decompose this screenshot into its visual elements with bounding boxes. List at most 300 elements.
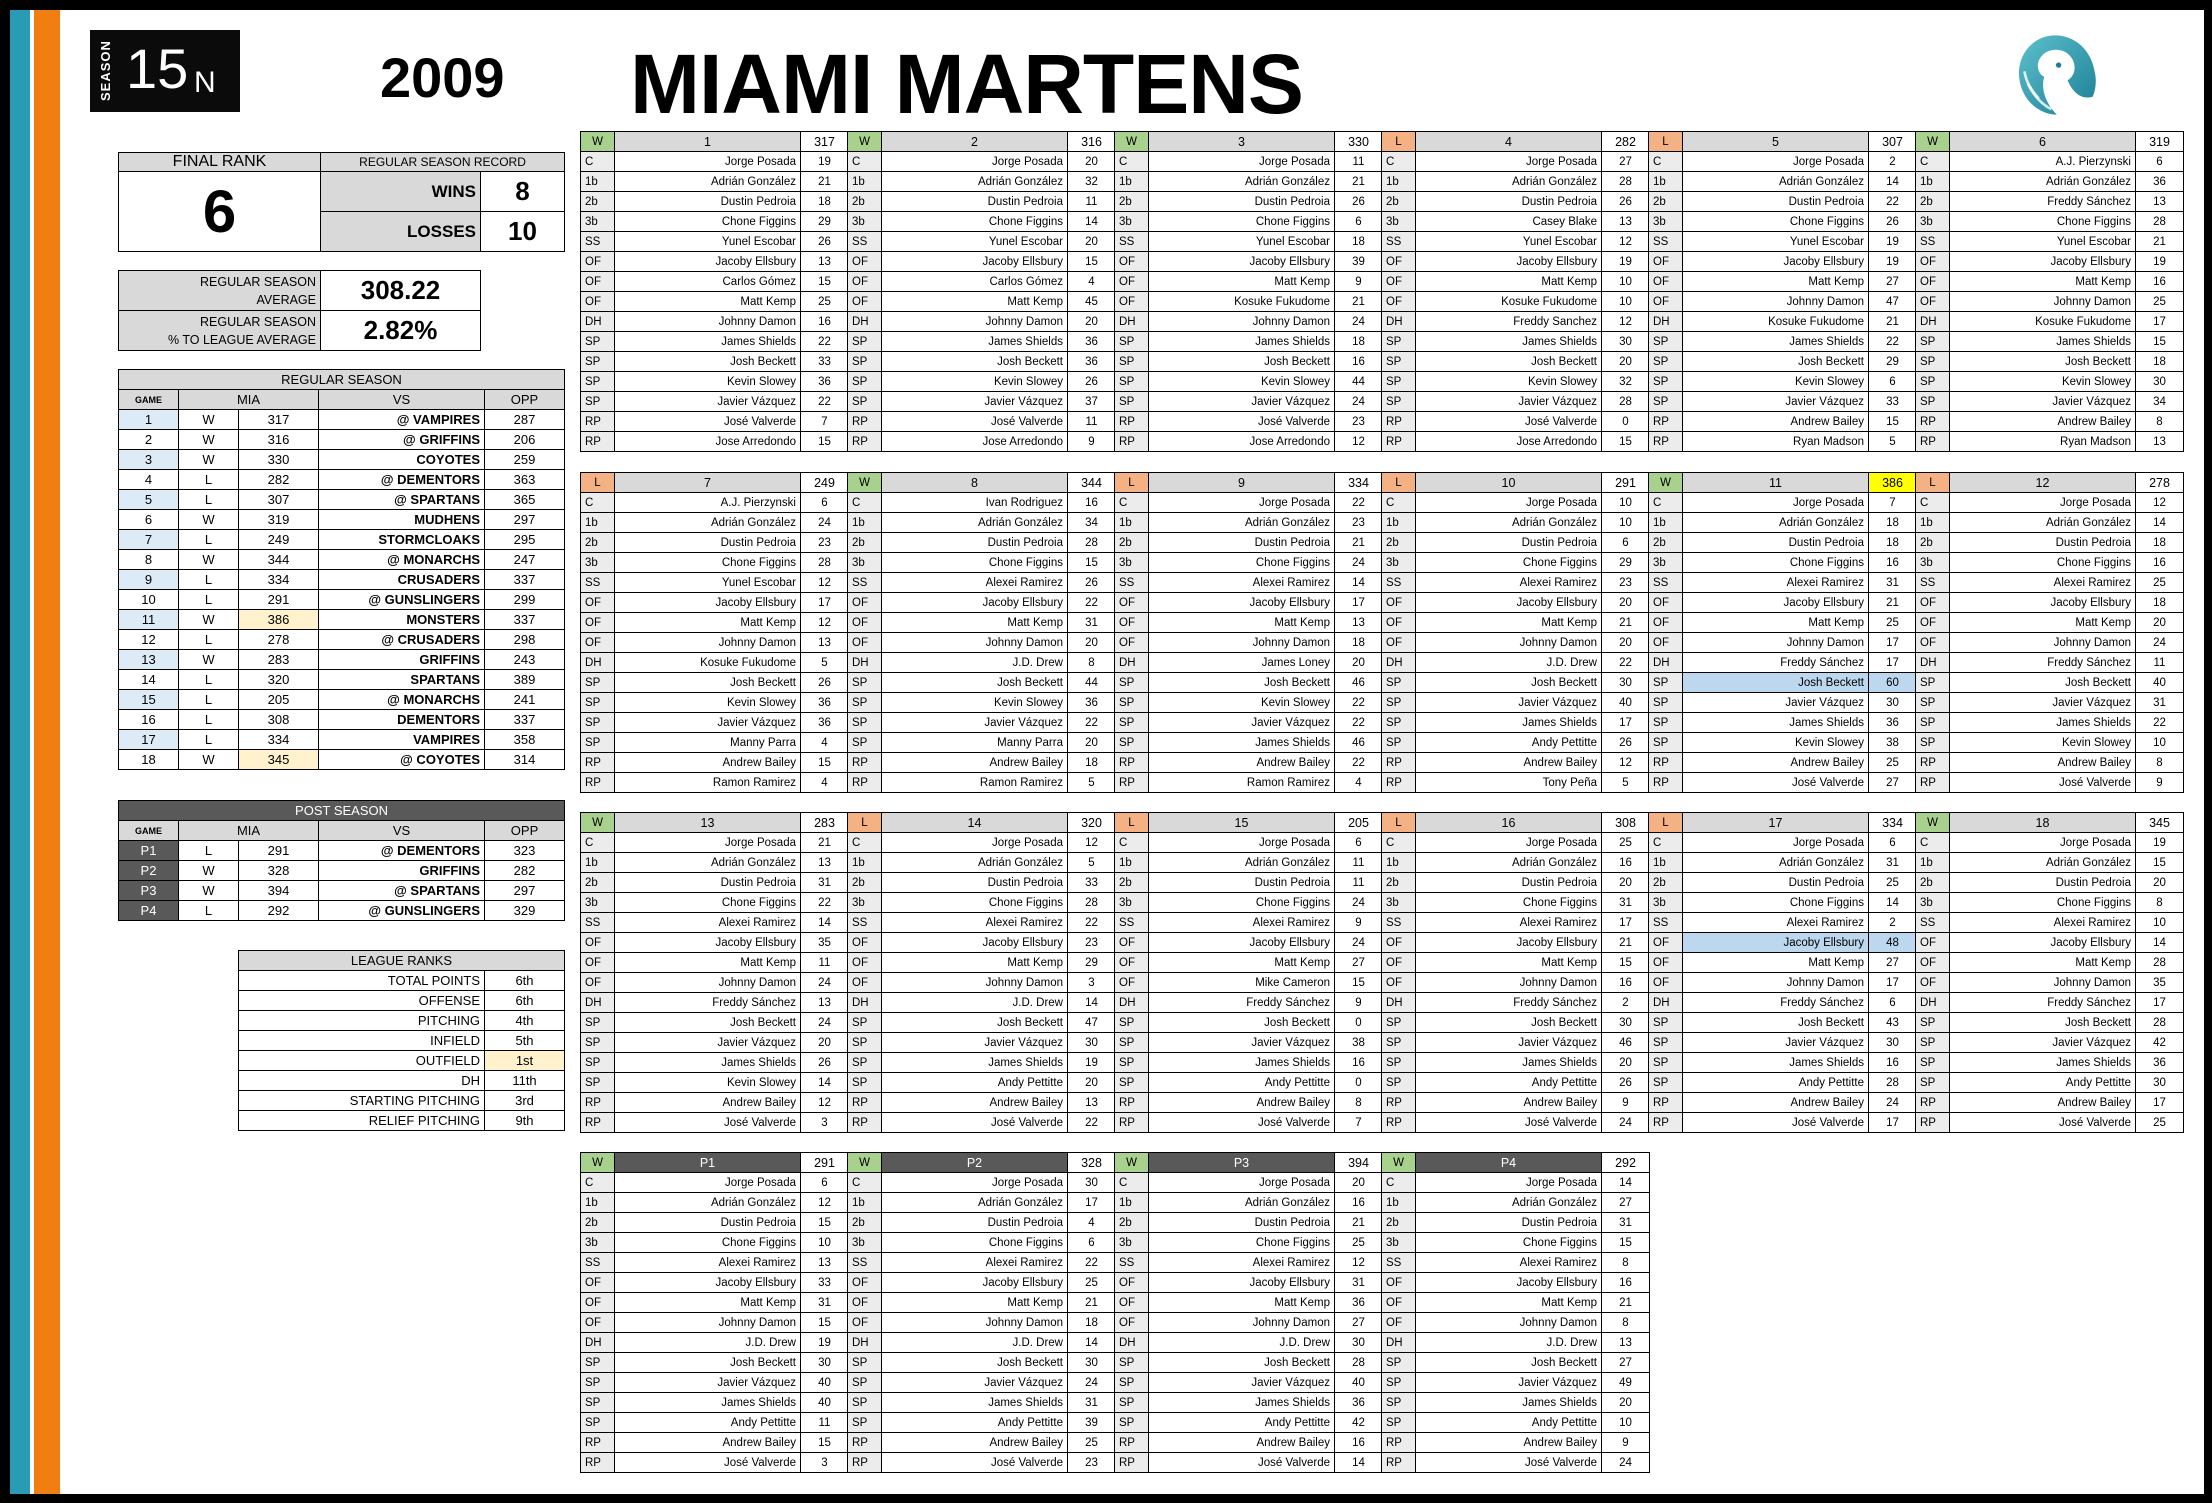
player-name: Kevin Slowey: [1683, 733, 1869, 753]
opponent-name: GRIFFINS: [319, 650, 485, 670]
game-box: [580, 472, 849, 793]
player-name: Matt Kemp: [1416, 953, 1602, 973]
player-row: [848, 1313, 1116, 1333]
player-row: [1649, 993, 1917, 1013]
marten-logo-icon: [2010, 30, 2100, 120]
player-points: 25: [1869, 613, 1917, 633]
player-row: [1115, 1053, 1383, 1073]
player-name: Carlos Gómez: [882, 272, 1068, 292]
player-position: RP: [1649, 1093, 1683, 1113]
game-result-badge: L: [1916, 473, 1950, 493]
player-points: 15: [801, 1213, 849, 1233]
player-name: Adrián González: [1416, 1193, 1602, 1213]
player-position: 2b: [1916, 533, 1950, 553]
player-name: José Valverde: [1416, 412, 1602, 432]
player-position: DH: [1916, 312, 1950, 332]
player-points: 11: [801, 953, 849, 973]
player-position: OF: [1916, 953, 1950, 973]
player-row: [1649, 973, 1917, 993]
player-position: SP: [1382, 392, 1416, 412]
player-name: Javier Vázquez: [1950, 392, 2136, 412]
post-season-table: [118, 800, 565, 921]
player-position: SP: [1115, 1353, 1149, 1373]
player-name: Alexei Ramirez: [882, 1253, 1068, 1273]
teal-stripe: [10, 10, 30, 1494]
player-name: Andrew Bailey: [1149, 1093, 1335, 1113]
game-label: 5: [1683, 132, 1869, 152]
game-total: 308: [1602, 813, 1650, 833]
opponent-score: 299: [485, 590, 565, 610]
game-label: 8: [882, 473, 1068, 493]
rank-value: 6th: [485, 971, 565, 991]
player-name: Andrew Bailey: [1416, 1433, 1602, 1453]
player-points: 12: [1602, 232, 1650, 252]
player-row: [1115, 372, 1383, 392]
player-row: [1649, 573, 1917, 593]
player-points: 9: [1335, 993, 1383, 1013]
post-season-row: [119, 861, 565, 881]
player-name: Javier Vázquez: [1149, 1033, 1335, 1053]
player-points: 30: [1335, 1333, 1383, 1353]
player-position: RP: [581, 1093, 615, 1113]
rank-value: 3rd: [485, 1091, 565, 1111]
game-box: [1915, 812, 2184, 1133]
player-row: [581, 1053, 849, 1073]
player-row: [581, 993, 849, 1013]
player-position: SP: [1649, 693, 1683, 713]
game-box: [1114, 812, 1383, 1133]
player-points: 36: [801, 713, 849, 733]
player-row: [1649, 312, 1917, 332]
player-name: Alexei Ramirez: [1149, 913, 1335, 933]
player-row: [1382, 1013, 1650, 1033]
player-position: C: [581, 833, 615, 853]
player-name: Dustin Pedroia: [1416, 533, 1602, 553]
player-points: 34: [1068, 513, 1116, 533]
game-label: 16: [1416, 813, 1602, 833]
league-ranks-table: [238, 950, 565, 1131]
opponent-score: 287: [485, 410, 565, 430]
regular-season-row: [119, 470, 565, 490]
player-points: 4: [801, 733, 849, 753]
player-name: Alexei Ramirez: [615, 913, 801, 933]
player-row: [1382, 252, 1650, 272]
player-position: OF: [1649, 633, 1683, 653]
player-position: SP: [1916, 713, 1950, 733]
player-row: [1916, 913, 2184, 933]
player-position: 3b: [1649, 212, 1683, 232]
mia-score: 345: [239, 750, 319, 770]
player-name: Chone Figgins: [615, 1233, 801, 1253]
player-points: 20: [1602, 352, 1650, 372]
player-points: 26: [1602, 1073, 1650, 1093]
player-points: 45: [1068, 292, 1116, 312]
player-points: 24: [1602, 1113, 1650, 1133]
player-name: Josh Beckett: [1683, 352, 1869, 372]
player-row: [1382, 1253, 1650, 1273]
player-row: [848, 573, 1116, 593]
player-row: [1916, 392, 2184, 412]
player-name: Chone Figgins: [882, 553, 1068, 573]
game-label: 2: [882, 132, 1068, 152]
player-name: Javier Vázquez: [882, 713, 1068, 733]
player-row: [1115, 312, 1383, 332]
player-name: James Shields: [1950, 1053, 2136, 1073]
game-header: [1649, 132, 1917, 152]
player-points: 13: [1602, 212, 1650, 232]
player-row: [581, 1093, 849, 1113]
player-row: [1382, 1193, 1650, 1213]
player-position: OF: [1649, 973, 1683, 993]
player-name: Johnny Damon: [615, 973, 801, 993]
player-row: [581, 252, 849, 272]
player-row: [1115, 953, 1383, 973]
player-points: 12: [801, 1193, 849, 1213]
player-points: 26: [801, 673, 849, 693]
regular-season-row: [119, 650, 565, 670]
player-points: 31: [1068, 613, 1116, 633]
player-points: 6: [1869, 372, 1917, 392]
player-position: 1b: [1916, 513, 1950, 533]
player-points: 5: [1068, 853, 1116, 873]
regular-season-row: [119, 550, 565, 570]
player-row: [581, 292, 849, 312]
player-position: RP: [581, 1113, 615, 1133]
player-points: 21: [1869, 312, 1917, 332]
player-name: Matt Kemp: [1683, 613, 1869, 633]
player-row: [1115, 1113, 1383, 1133]
mia-score: 320: [239, 670, 319, 690]
season-number: 15: [126, 37, 189, 100]
regular-season-row: [119, 490, 565, 510]
player-position: 3b: [1382, 893, 1416, 913]
post-season-row: [119, 841, 565, 861]
game-result-badge: W: [1649, 473, 1683, 493]
player-name: James Shields: [1950, 713, 2136, 733]
player-points: 22: [1602, 653, 1650, 673]
player-name: Alexei Ramirez: [1683, 913, 1869, 933]
player-position: RP: [1916, 1093, 1950, 1113]
game-header: [1115, 473, 1383, 493]
player-row: [581, 693, 849, 713]
player-points: 39: [1335, 252, 1383, 272]
game-total: 291: [1602, 473, 1650, 493]
player-position: SP: [848, 693, 882, 713]
game-total: 344: [1068, 473, 1116, 493]
player-position: SP: [1916, 352, 1950, 372]
player-name: Carlos Gómez: [615, 272, 801, 292]
player-points: 6: [801, 493, 849, 513]
opponent-name: @ DEMENTORS: [319, 841, 485, 861]
player-row: [848, 232, 1116, 252]
player-position: 1b: [1916, 172, 1950, 192]
game-header: [1115, 1153, 1383, 1173]
player-name: Matt Kemp: [1149, 953, 1335, 973]
player-name: Adrián González: [1149, 513, 1335, 533]
player-position: SS: [1916, 573, 1950, 593]
player-row: [848, 913, 1116, 933]
player-row: [1115, 833, 1383, 853]
player-row: [1115, 1093, 1383, 1113]
game-result-badge: L: [1382, 813, 1416, 833]
player-row: [1916, 493, 2184, 513]
player-points: 18: [2136, 352, 2184, 372]
player-name: Josh Beckett: [1950, 352, 2136, 372]
player-points: 10: [1602, 1413, 1650, 1433]
game-result-badge: W: [848, 473, 882, 493]
post-header-opp: OPP: [485, 821, 565, 841]
game-box: [847, 472, 1116, 793]
player-points: 18: [1869, 513, 1917, 533]
player-position: 1b: [1382, 853, 1416, 873]
player-row: [581, 1253, 849, 1273]
player-points: 16: [1335, 352, 1383, 372]
player-points: 26: [1068, 573, 1116, 593]
player-position: DH: [581, 1333, 615, 1353]
player-position: 1b: [848, 853, 882, 873]
regular-season-row: [119, 630, 565, 650]
player-points: 21: [1335, 172, 1383, 192]
player-points: 22: [801, 392, 849, 412]
regular-season-row: [119, 670, 565, 690]
final-rank-value: 6: [119, 172, 321, 252]
player-row: [581, 1013, 849, 1033]
player-name: Johnny Damon: [1149, 633, 1335, 653]
post-season-title: POST SEASON: [119, 801, 565, 821]
player-row: [1115, 232, 1383, 252]
player-name: Jacoby Ellsbury: [1416, 593, 1602, 613]
player-position: OF: [1649, 252, 1683, 272]
player-points: 6: [1068, 1233, 1116, 1253]
player-name: Josh Beckett: [1416, 352, 1602, 372]
player-row: [581, 773, 849, 793]
player-row: [1382, 693, 1650, 713]
player-row: [848, 533, 1116, 553]
player-points: 14: [1869, 893, 1917, 913]
player-name: Yunel Escobar: [1149, 232, 1335, 252]
player-points: 19: [2136, 833, 2184, 853]
player-points: 14: [1869, 172, 1917, 192]
player-points: 22: [1335, 493, 1383, 513]
player-row: [1916, 513, 2184, 533]
player-name: Matt Kemp: [1149, 272, 1335, 292]
player-points: 22: [2136, 713, 2184, 733]
game-number: 8: [119, 550, 179, 570]
player-name: Josh Beckett: [615, 673, 801, 693]
player-points: 14: [1068, 993, 1116, 1013]
player-name: Jacoby Ellsbury: [1149, 593, 1335, 613]
player-row: [848, 272, 1116, 292]
player-row: [1649, 192, 1917, 212]
player-name: José Valverde: [1416, 1113, 1602, 1133]
player-row: [1382, 1033, 1650, 1053]
player-row: [1115, 172, 1383, 192]
player-points: 12: [1335, 1253, 1383, 1273]
player-name: Chone Figgins: [882, 893, 1068, 913]
game-result-badge: W: [581, 1153, 615, 1173]
player-name: Dustin Pedroia: [1149, 1213, 1335, 1233]
player-position: SP: [581, 733, 615, 753]
player-position: OF: [848, 593, 882, 613]
player-row: [1916, 1013, 2184, 1033]
player-name: Casey Blake: [1416, 212, 1602, 232]
player-position: C: [581, 1173, 615, 1193]
player-points: 21: [1602, 933, 1650, 953]
player-points: 7: [1335, 1113, 1383, 1133]
rank-value: 9th: [485, 1111, 565, 1131]
player-points: 34: [2136, 392, 2184, 412]
player-name: José Valverde: [1950, 773, 2136, 793]
game-label: 17: [1683, 813, 1869, 833]
game-total: 316: [1068, 132, 1116, 152]
player-name: Andrew Bailey: [1683, 412, 1869, 432]
player-position: RP: [1649, 412, 1683, 432]
player-position: SP: [1115, 1413, 1149, 1433]
game-result-badge: L: [848, 813, 882, 833]
player-position: 2b: [848, 873, 882, 893]
player-name: Jorge Posada: [615, 833, 801, 853]
player-row: [581, 573, 849, 593]
player-points: 15: [1068, 252, 1116, 272]
rank-value: 4th: [485, 1011, 565, 1031]
player-name: Chone Figgins: [1950, 893, 2136, 913]
player-name: Andrew Bailey: [615, 1093, 801, 1113]
player-name: Freddy Sánchez: [1416, 993, 1602, 1013]
player-row: [1916, 1033, 2184, 1053]
player-row: [1115, 1373, 1383, 1393]
player-name: Andy Pettitte: [1416, 1073, 1602, 1093]
player-name: Freddy Sánchez: [1950, 192, 2136, 212]
player-position: 3b: [1115, 553, 1149, 573]
player-row: [581, 1433, 849, 1453]
player-position: SP: [1916, 1013, 1950, 1033]
player-row: [1382, 412, 1650, 432]
player-row: [1916, 372, 2184, 392]
player-position: 1b: [1115, 513, 1149, 533]
rank-category: PITCHING: [239, 1011, 485, 1031]
game-label: P1: [615, 1153, 801, 1173]
player-position: OF: [848, 1273, 882, 1293]
player-position: SP: [1649, 372, 1683, 392]
game-result-badge: L: [1115, 813, 1149, 833]
player-points: 22: [801, 893, 849, 913]
game-total: 291: [801, 1153, 849, 1173]
player-name: José Valverde: [615, 1453, 801, 1473]
player-points: 9: [1602, 1433, 1650, 1453]
player-row: [581, 713, 849, 733]
player-points: 14: [1335, 1453, 1383, 1473]
game-label: 3: [1149, 132, 1335, 152]
player-points: 16: [1869, 1053, 1917, 1073]
game-label: 11: [1683, 473, 1869, 493]
player-position: SS: [848, 573, 882, 593]
player-position: SP: [1649, 1033, 1683, 1053]
player-name: Adrián González: [1149, 1193, 1335, 1213]
game-label: 4: [1416, 132, 1602, 152]
player-name: Chone Figgins: [615, 553, 801, 573]
player-name: Johnny Damon: [1950, 973, 2136, 993]
player-name: Dustin Pedroia: [615, 192, 801, 212]
player-position: OF: [848, 252, 882, 272]
player-name: J.D. Drew: [615, 1333, 801, 1353]
player-points: 19: [801, 152, 849, 172]
player-points: 13: [2136, 432, 2184, 452]
page-frame: [10, 10, 2204, 1494]
player-row: [1115, 152, 1383, 172]
player-row: [1115, 332, 1383, 352]
player-points: 15: [801, 753, 849, 773]
player-position: OF: [1115, 1293, 1149, 1313]
player-position: SS: [1382, 1253, 1416, 1273]
player-row: [1916, 332, 2184, 352]
pct-label-line1: REGULAR SEASON: [199, 314, 316, 329]
player-position: 3b: [581, 553, 615, 573]
rank-category: TOTAL POINTS: [239, 971, 485, 991]
game-number: 15: [119, 690, 179, 710]
game-header: [848, 132, 1116, 152]
game-total: 249: [801, 473, 849, 493]
player-name: Matt Kemp: [1950, 953, 2136, 973]
player-name: Adrián González: [1416, 853, 1602, 873]
player-position: DH: [1649, 653, 1683, 673]
player-name: Javier Vázquez: [1416, 1033, 1602, 1053]
player-name: Jorge Posada: [1683, 493, 1869, 513]
player-row: [1382, 553, 1650, 573]
player-row: [848, 553, 1116, 573]
player-row: [848, 773, 1116, 793]
player-row: [1115, 973, 1383, 993]
player-position: SP: [848, 1373, 882, 1393]
player-row: [848, 292, 1116, 312]
player-name: Andrew Bailey: [1149, 1433, 1335, 1453]
player-points: 6: [1335, 212, 1383, 232]
player-row: [1115, 993, 1383, 1013]
game-result: W: [179, 650, 239, 670]
player-points: 28: [1602, 172, 1650, 192]
player-position: SP: [1649, 733, 1683, 753]
player-row: [1916, 833, 2184, 853]
player-row: [1649, 1033, 1917, 1053]
player-position: OF: [1382, 593, 1416, 613]
player-points: 26: [1335, 192, 1383, 212]
player-row: [1115, 513, 1383, 533]
player-name: Chone Figgins: [1149, 553, 1335, 573]
player-row: [848, 593, 1116, 613]
player-name: Josh Beckett: [615, 352, 801, 372]
player-points: 10: [1602, 292, 1650, 312]
player-position: 1b: [1916, 853, 1950, 873]
player-points: 28: [2136, 212, 2184, 232]
player-points: 17: [1602, 913, 1650, 933]
player-position: SP: [1649, 392, 1683, 412]
player-position: SP: [1649, 332, 1683, 352]
player-name: Alexei Ramirez: [615, 1253, 801, 1273]
player-row: [848, 172, 1116, 192]
player-points: 15: [2136, 853, 2184, 873]
player-position: RP: [1649, 753, 1683, 773]
opponent-score: 389: [485, 670, 565, 690]
player-position: OF: [1115, 613, 1149, 633]
player-row: [1382, 372, 1650, 392]
pct-label: [119, 311, 321, 351]
player-position: 3b: [1649, 553, 1683, 573]
player-row: [1649, 1113, 1917, 1133]
player-position: SP: [848, 392, 882, 412]
player-name: Dustin Pedroia: [615, 873, 801, 893]
player-position: OF: [1916, 613, 1950, 633]
player-name: Josh Beckett: [1683, 673, 1869, 693]
player-name: James Shields: [615, 332, 801, 352]
